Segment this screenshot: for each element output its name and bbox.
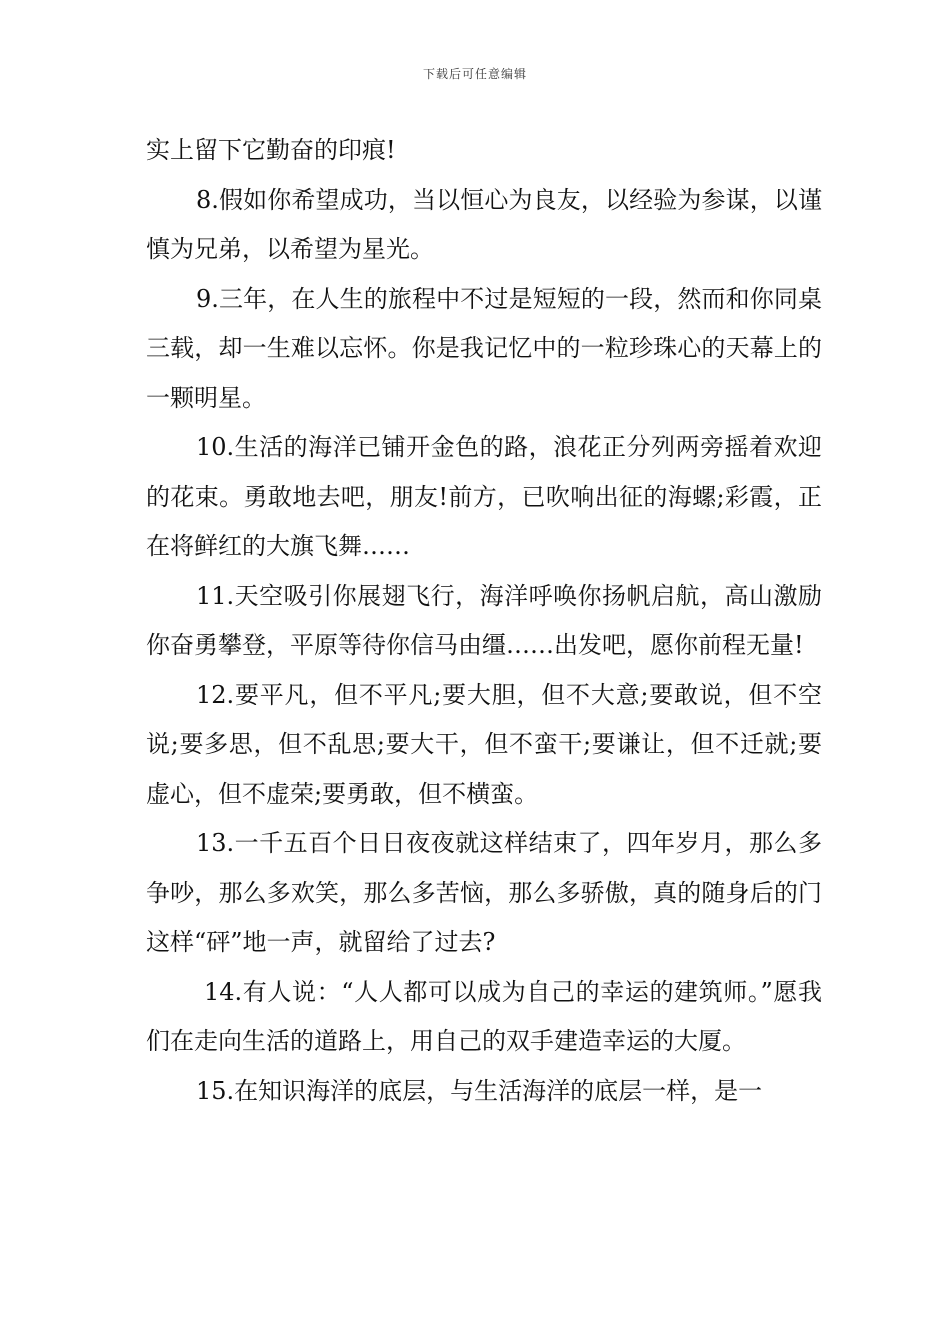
paragraph-item-10: 10.生活的海洋已铺开金色的路，浪花正分列两旁摇着欢迎的花束。勇敢地去吧，朋友!前方，已吹响出征的海螺;彩霞，正在将鲜红的大旗飞舞…… bbox=[146, 433, 822, 560]
document-body bbox=[146, 126, 822, 1116]
page-header: 下载后可任意编辑 bbox=[422, 67, 527, 81]
paragraph-continuation: 实上留下它勤奋的印痕! bbox=[146, 136, 396, 164]
paragraph-item-14: 14.有人说：“人人都可以成为自己的幸运的建筑师。”愿我们在走向生活的道路上，用自己的双手建造幸运的大厦。 bbox=[146, 977, 822, 1055]
paragraph-item-11: 11.天空吸引你展翅飞行，海洋呼唤你扬帆启航，高山激励你奋勇攀登，平原等待你信马由缰……出发吧，愿你前程无量! bbox=[146, 581, 822, 659]
paragraph-item-13: 13.一千五百个日日夜夜就这样结束了，四年岁月，那么多争吵，那么多欢笑，那么多苦恼，那么多骄傲，真的随身后的门这样“砰”地一声，就留给了过去? bbox=[146, 829, 822, 956]
paragraph-item-8: 8.假如你希望成功，当以恒心为良友，以经验为参谋，以谨慎为兄弟，以希望为星光。 bbox=[146, 185, 822, 263]
paragraph-item-15: 15.在知识海洋的底层，与生活海洋的底层一样，是一 bbox=[196, 1076, 763, 1105]
paragraph-item-12: 12.要平凡，但不平凡;要大胆，但不大意;要敢说，但不空说;要多思，但不乱思;要大干，但不蛮干;要谦让，但不迁就;要虚心，但不虚荣;要勇敢，但不横蛮。 bbox=[146, 680, 822, 808]
paragraph-item-9: 9.三年，在人生的旅程中不过是短短的一段，然而和你同桌三载，却一生难以忘怀。你是我记忆中的一粒珍珠心的天幕上的一颗明星。 bbox=[146, 284, 822, 412]
